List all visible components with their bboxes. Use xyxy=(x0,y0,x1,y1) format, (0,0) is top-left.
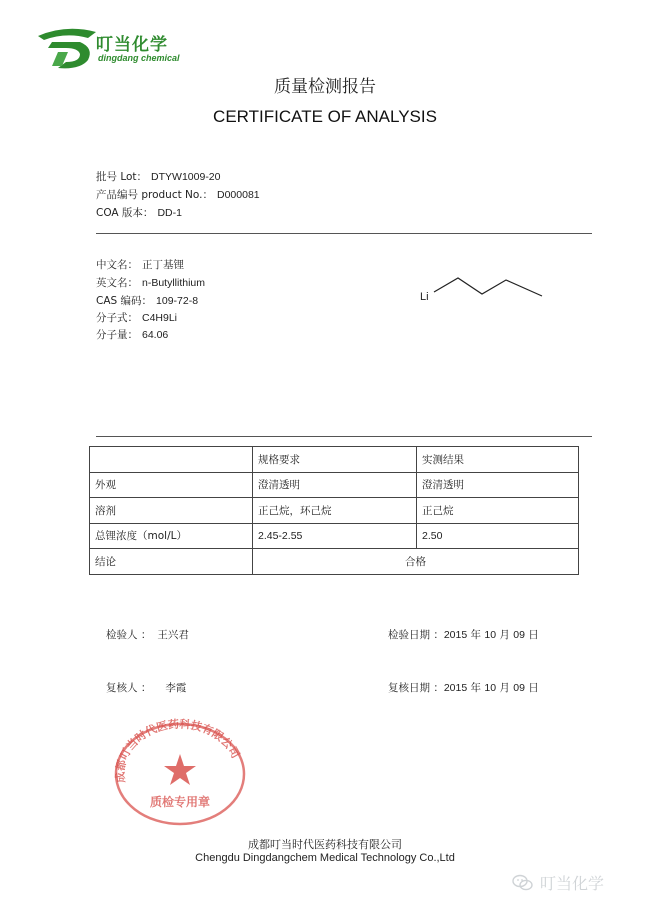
lot-label: 批号 Lot： xyxy=(96,171,148,183)
inspect-date-year: 2015 xyxy=(443,629,468,641)
table-cell: 外观 xyxy=(90,472,253,498)
month-char: 月 xyxy=(499,629,510,641)
inspector-label: 检验人 ： xyxy=(106,629,152,641)
coa-label: COA 版本： xyxy=(96,207,154,219)
conclusion-row xyxy=(90,549,579,575)
name-en-label: 英文名： xyxy=(96,277,138,289)
name-en-line xyxy=(96,274,205,292)
review-date-day: 09 xyxy=(513,682,525,694)
table-cell: 正己烷，环己烷 xyxy=(253,498,417,524)
formula-label: 分子式： xyxy=(96,312,138,324)
review-date-month: 10 xyxy=(484,682,497,694)
table-cell: 澄清透明 xyxy=(417,472,579,498)
watermark-text: 叮当化学 xyxy=(540,874,605,893)
table-cell: 溶剂 xyxy=(90,498,253,524)
spec-table xyxy=(89,446,579,575)
molecular-structure xyxy=(418,272,548,308)
reviewer-line xyxy=(106,680,186,695)
coa-line xyxy=(96,204,182,222)
review-date-label: 复核日期 ： xyxy=(388,682,444,694)
day-char: 日 xyxy=(528,682,539,694)
report-title-en: CERTIFICATE OF ANALYSIS xyxy=(213,107,437,126)
review-date-line xyxy=(388,680,539,695)
coa-value: DD-1 xyxy=(157,207,182,219)
inspect-date-day: 09 xyxy=(513,629,525,641)
svg-text:质检专用章: 质检专用章 xyxy=(149,795,211,809)
table-cell: 澄清透明 xyxy=(253,472,417,498)
inspector-name: 王兴君 xyxy=(157,629,189,641)
inspect-date-month: 10 xyxy=(484,629,497,641)
product-value: D000081 xyxy=(217,189,260,201)
cas-line xyxy=(96,292,198,310)
logo-name-cn: 叮当化学 xyxy=(96,35,168,55)
divider-bottom xyxy=(96,436,592,437)
day-char: 日 xyxy=(528,629,539,641)
product-line xyxy=(96,186,260,204)
name-cn-line xyxy=(96,256,184,274)
lot-value: DTYW1009-20 xyxy=(151,171,221,183)
footer-company-en: Chengdu Dingdangchem Medical Technology Co.,Ltd xyxy=(195,852,455,864)
year-char: 年 xyxy=(470,629,482,641)
conclusion-value: 合格 xyxy=(253,549,579,575)
inspect-date-label: 检验日期 ： xyxy=(388,629,444,641)
product-label: 产品编号 product No.： xyxy=(96,189,213,201)
cas-value: 109-72-8 xyxy=(156,295,199,307)
svg-text:成都叮当时代医药科技有限公司: 成都叮当时代医药科技有限公司 xyxy=(113,717,243,784)
table-header-cell xyxy=(90,447,253,473)
table-cell: 2.45-2.55 xyxy=(253,523,417,549)
year-char: 年 xyxy=(470,682,482,694)
wechat-icon xyxy=(512,874,534,892)
name-cn-label: 中文名： xyxy=(96,259,138,271)
table-row xyxy=(90,523,579,549)
cas-label: CAS 编码： xyxy=(96,295,153,307)
formula-line xyxy=(96,309,177,327)
month-char: 月 xyxy=(499,682,510,694)
table-header-cell: 实测结果 xyxy=(417,447,579,473)
name-cn-value: 正丁基锂 xyxy=(142,259,184,271)
watermark xyxy=(512,871,604,894)
table-row xyxy=(90,472,579,498)
quality-stamp xyxy=(110,716,250,826)
formula-value: C4H9Li xyxy=(142,312,178,324)
mw-value: 64.06 xyxy=(142,329,169,341)
report-title-cn: 质量检测报告 xyxy=(274,77,376,97)
lot-line xyxy=(96,168,221,186)
inspector-line xyxy=(106,627,189,642)
footer-company-cn: 成都叮当时代医药科技有限公司 xyxy=(248,838,402,851)
table-cell: 2.50 xyxy=(417,523,579,549)
mw-line xyxy=(96,326,168,344)
inspect-date-line xyxy=(388,627,539,642)
table-cell: 总锂浓度（mol/L） xyxy=(90,523,253,549)
reviewer-label: 复核人 ： xyxy=(106,682,152,694)
review-date-year: 2015 xyxy=(443,682,468,694)
table-header-cell: 规格要求 xyxy=(253,447,417,473)
mw-label: 分子量： xyxy=(96,329,138,341)
structure-atom-label: Li xyxy=(420,291,429,303)
conclusion-label: 结论 xyxy=(90,549,253,575)
reviewer-name: 李霞 xyxy=(165,682,187,694)
table-cell: 正己烷 xyxy=(417,498,579,524)
logo-name-en: dingdang chemical xyxy=(98,53,180,63)
table-row xyxy=(90,498,579,524)
divider-top xyxy=(96,233,592,234)
table-header-row xyxy=(90,447,579,473)
name-en-value: n-Butyllithium xyxy=(142,277,206,289)
